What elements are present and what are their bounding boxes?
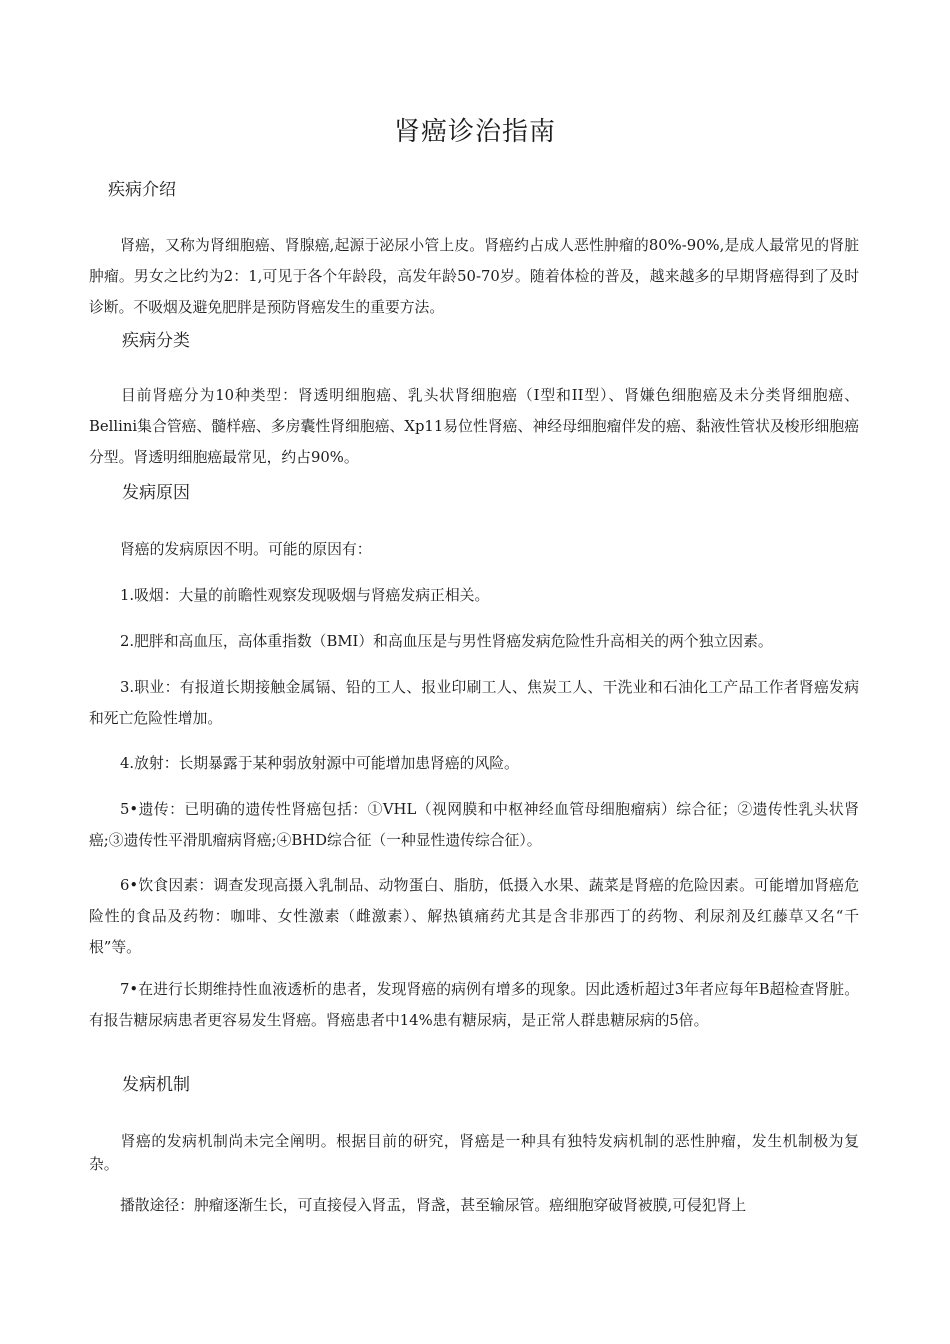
section-heading-classification: 疾病分类 [122,331,190,351]
list-item-genetics [89,794,859,856]
list-item-diet [89,870,859,963]
paragraph-text: 目前肾癌分为10种类型：肾透明细胞癌、乳头状肾细胞癌（I型和II型）、肾嫌色细胞癌及未分类肾细胞癌、Bellini集合管癌、髓样癌、多房囊性肾细胞癌、Xp11易位性肾癌、神经母细胞瘤伴发的癌、黏液性管状及梭形细胞癌分型。肾透明细胞癌最常见，约占90%。 [89,387,859,466]
paragraph-introduction [89,230,859,323]
paragraph-causes-intro [89,534,859,565]
list-item-obesity [89,626,859,657]
list-item-occupation [89,672,859,734]
paragraph-text: 5•遗传：已明确的遗传性肾癌包括：①VHL（视网膜和中枢神经血管母细胞瘤病）综合征；②遗传性乳头状肾癌;③遗传性平滑肌瘤病肾癌;④BHD综合征（一种显性遗传综合征）。 [89,801,859,849]
list-item-radiation [89,748,859,779]
paragraph-text: 肾癌，又称为肾细胞癌、肾腺癌,起源于泌尿小管上皮。肾癌约占成人恶性肿瘤的80%-90%,是成人最常见的肾脏肿瘤。男女之比约为2：1,可见于各个年龄段，高发年龄50-70岁。随着体检的普及，越来越多的早期肾癌得到了及时诊断。不吸烟及避免肥胖是预防肾癌发生的重要方法。 [89,237,859,316]
paragraph-text: 1.吸烟：大量的前瞻性观察发现吸烟与肾癌发病正相关。 [120,587,490,604]
paragraph-text: 6•饮食因素：调查发现高摄入乳制品、动物蛋白、脂肪，低摄入水果、蔬菜是肾癌的危险因素。可能增加肾癌危险性的食品及药物：咖啡、女性激素（雌激素）、解热镇痛药尤其是含非那西丁的药物、利尿剂及红藤草又名“千根”等。 [89,877,859,956]
paragraph-text: 肾癌的发病原因不明。可能的原因有： [120,541,372,558]
paragraph-text: 4.放射：长期暴露于某种弱放射源中可能增加患肾癌的风险。 [120,755,519,772]
paragraph-spread [89,1190,859,1221]
list-item-smoking [89,580,859,611]
section-heading-causes: 发病原因 [122,483,190,503]
paragraph-text: 3.职业：有报道长期接触金属镉、铅的工人、报业印刷工人、焦炭工人、干洗业和石油化工产品工作者肾癌发病和死亡危险性增加。 [89,679,859,727]
document-title: 肾癌诊治指南 [393,117,556,147]
paragraph-text: 肾癌的发病机制尚未完全阐明。根据目前的研究，肾癌是一种具有独特发病机制的恶性肿瘤，发生机制极为复杂。 [89,1133,859,1173]
paragraph-mechanism [89,1130,859,1176]
paragraph-text: 7•在进行长期维持性血液透析的患者，发现肾癌的病例有增多的现象。因此透析超过3年者应每年B超检查肾脏。有报告糖尿病患者更容易发生肾癌。肾癌患者中14%患有糖尿病，是正常人群患糖尿病的5倍。 [89,981,859,1029]
section-heading-mechanism: 发病机制 [122,1075,190,1095]
paragraph-classification [89,380,859,473]
section-heading-introduction: 疾病介绍 [108,180,176,200]
paragraph-text: 播散途径：肿瘤逐渐生长，可直接侵入肾盂，肾盏，甚至输尿管。癌细胞穿破肾被膜,可侵犯肾上 [120,1197,747,1214]
list-item-dialysis [89,974,859,1036]
paragraph-text: 2.肥胖和高血压，高体重指数（BMI）和高血压是与男性肾癌发病危险性升高相关的两个独立因素。 [120,633,773,650]
